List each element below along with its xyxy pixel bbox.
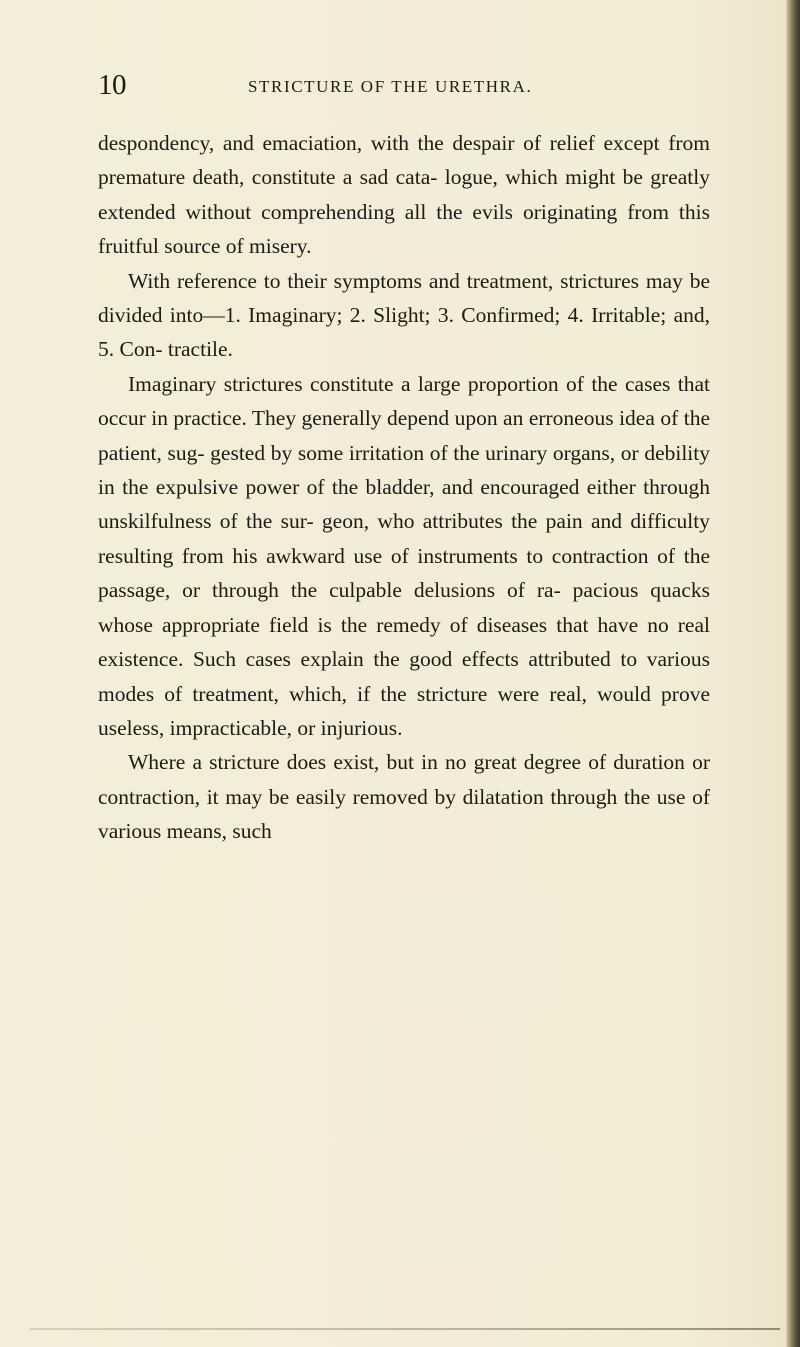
running-title: STRICTURE OF THE URETHRA. (248, 77, 533, 96)
paragraph-1: despondency, and emaciation, with the despair of relief except from premature death, constitute a sad cata- logue, which might be greatly extended without comprehending all the evils originating from this fruitful source of misery. (98, 131, 710, 259)
binding-edge (786, 0, 800, 1347)
page-number: 10 (98, 69, 126, 101)
paragraph-4: Where a stricture does exist, but in no great degree of duration or contraction, it may be easily removed by dilatation through the use of various means, such (98, 750, 710, 844)
paragraph-2: With reference to their symptoms and treatment, strictures may be divided into—1. Imaginary; 2. Slight; 3. Confirmed; 4. Irritable; and, 5. Con- tractile. (98, 268, 710, 362)
body-text (98, 126, 710, 849)
page-header (98, 68, 713, 108)
paragraph-3: Imaginary strictures constitute a large proportion of the cases that occur in practice. They generally depend upon an erroneous idea of the patient, sug- gested by some irritation of the urinary organs, or debility in the expulsive power of the bladder, and encouraged either through unskilfulness of the sur- geon, who attributes the pain and difficulty resulting from his awkward use of instruments to contraction of the passage, or through the culpable delusions of ra- pacious quacks whose appropriate field is the remedy of diseases that have no real existence. Such cases explain the good effects attributed to various modes of treatment, which, if the stricture were real, would prove useless, impracticable, or injurious. (98, 371, 710, 740)
bottom-edge-line (30, 1328, 780, 1330)
